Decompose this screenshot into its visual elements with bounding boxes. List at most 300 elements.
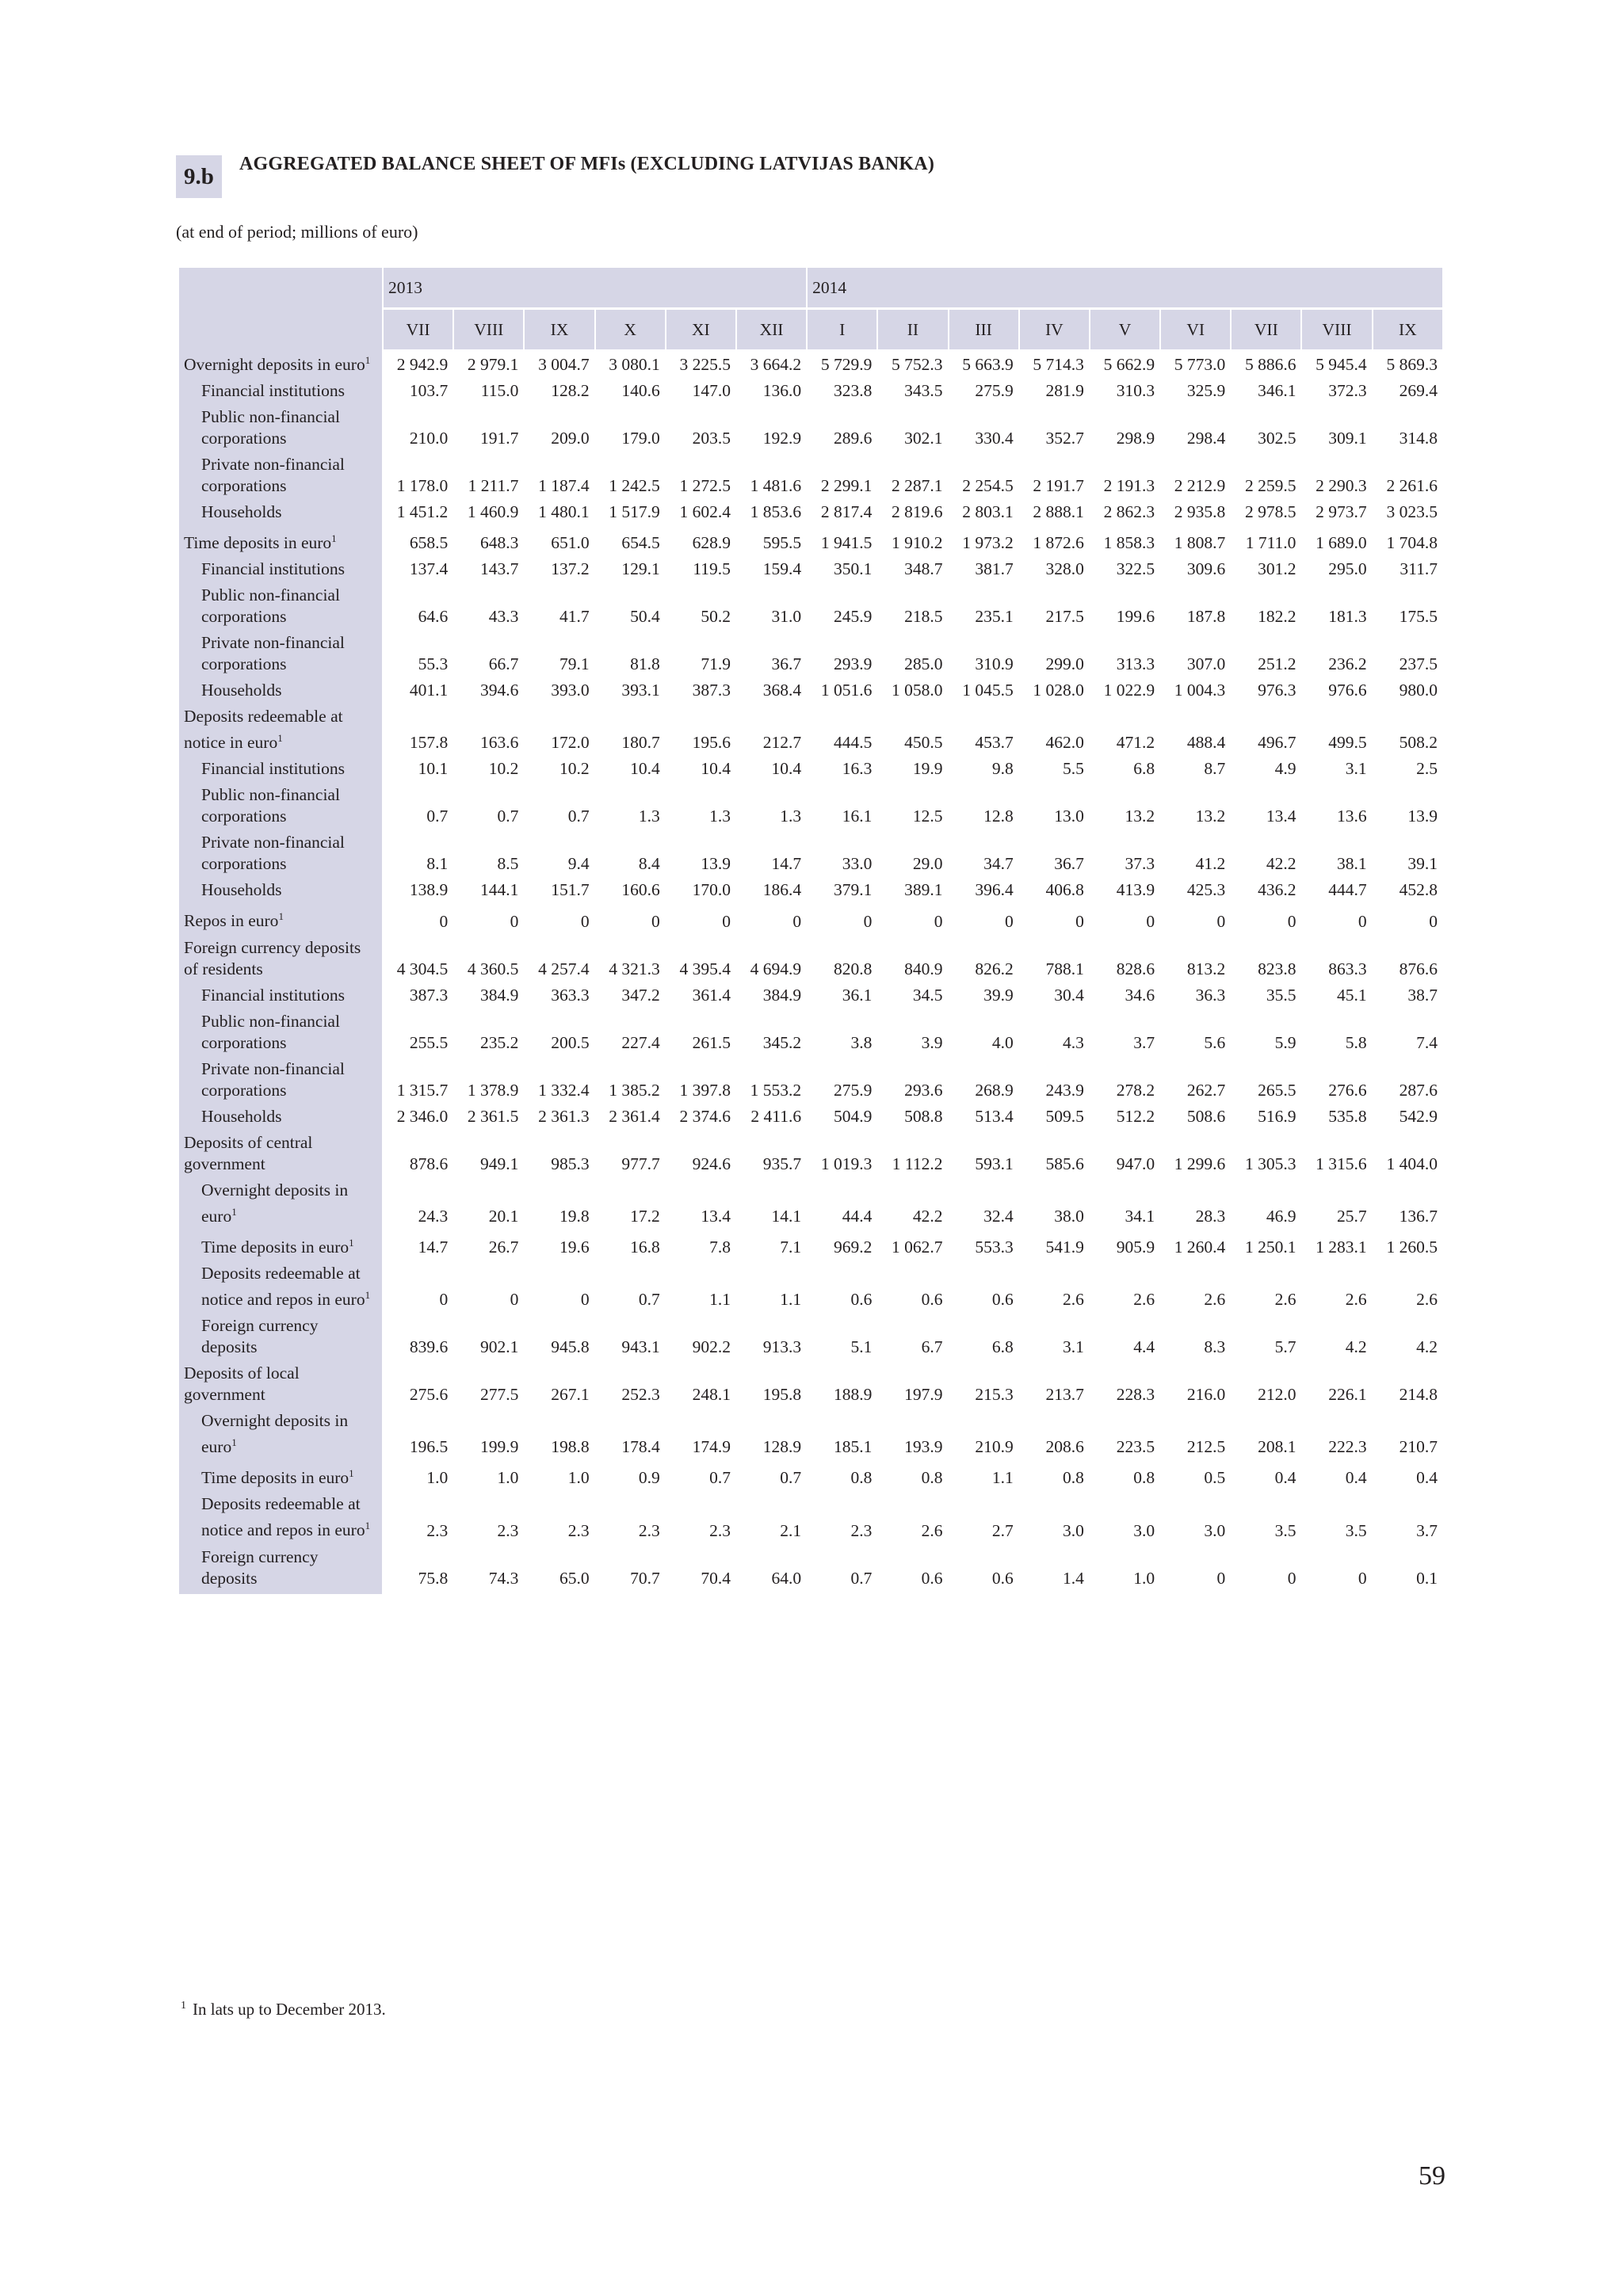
- value-cell: 55.3: [418, 654, 449, 674]
- footnote-ref: 1: [231, 1436, 237, 1449]
- value-cell: 508.8: [904, 1106, 943, 1126]
- value-cell: 4.2: [1345, 1337, 1367, 1357]
- value-cell: 41.2: [1195, 854, 1226, 874]
- value-cell: 542.9: [1399, 1106, 1438, 1126]
- value-cell: 237.5: [1399, 654, 1438, 674]
- value-cell: 0.8: [1133, 1468, 1155, 1488]
- row-label: Overnight deposits in euro: [201, 1411, 349, 1457]
- value-cell: 593.1: [975, 1154, 1014, 1173]
- value-cell: 2 191.3: [1103, 476, 1155, 496]
- month-header: IX: [525, 310, 594, 349]
- value-cell: 0.4: [1274, 1468, 1296, 1488]
- value-cell: 1.4: [1063, 1568, 1084, 1588]
- month-header: VI: [1161, 310, 1230, 349]
- month-header: V: [1090, 310, 1159, 349]
- value-cell: 188.9: [833, 1385, 873, 1405]
- footnote-ref: 1: [365, 1288, 371, 1301]
- value-cell: 200.5: [551, 1032, 590, 1052]
- table-row: [179, 585, 1442, 632]
- value-cell: 309.1: [1328, 429, 1367, 448]
- footnote-ref: 1: [277, 732, 283, 745]
- value-cell: 187.8: [1186, 607, 1226, 627]
- value-cell: 4 360.5: [467, 959, 519, 978]
- value-cell: 0.6: [991, 1290, 1014, 1310]
- value-cell: 293.9: [833, 654, 873, 674]
- month-header: II: [878, 310, 947, 349]
- value-cell: 0: [1287, 1568, 1296, 1588]
- month-header: IX: [1373, 310, 1442, 349]
- table-row: [179, 1463, 1442, 1493]
- row-label: Financial institutions: [201, 559, 345, 579]
- value-cell: 70.4: [701, 1568, 731, 1588]
- value-cell: 208.6: [1045, 1437, 1084, 1457]
- value-cell: 1 004.3: [1174, 681, 1226, 700]
- row-label: Private non-financial corporations: [201, 633, 345, 674]
- value-cell: 0: [651, 911, 660, 931]
- value-cell: 185.1: [833, 1437, 873, 1457]
- value-cell: 8.5: [497, 854, 519, 874]
- value-cell: 516.9: [1258, 1106, 1296, 1126]
- value-cell: 191.7: [480, 429, 519, 448]
- value-cell: 13.4: [701, 1206, 731, 1226]
- value-cell: 509.5: [1045, 1106, 1084, 1126]
- row-label-cell: [179, 1315, 382, 1363]
- row-label: Public non-financial corporations: [201, 585, 340, 627]
- value-cell: 26.7: [488, 1237, 519, 1257]
- value-cell: 199.9: [480, 1437, 519, 1457]
- value-cell: 628.9: [692, 533, 731, 553]
- row-label: Foreign currency deposits: [201, 1316, 319, 1357]
- value-cell: 1 305.3: [1244, 1154, 1296, 1173]
- value-cell: 4.4: [1133, 1337, 1155, 1357]
- value-cell: 179.0: [621, 429, 660, 448]
- value-cell: 2 942.9: [396, 355, 449, 375]
- value-cell: 1.1: [780, 1290, 802, 1310]
- value-cell: 34.5: [912, 985, 943, 1005]
- value-cell: 0: [934, 911, 943, 931]
- table-row: [179, 559, 1442, 585]
- value-cell: 0.6: [921, 1568, 943, 1588]
- value-cell: 969.2: [833, 1237, 873, 1257]
- value-cell: 913.3: [762, 1337, 802, 1357]
- table-header: [176, 154, 934, 198]
- value-cell: 199.6: [1116, 607, 1155, 627]
- value-cell: 140.6: [621, 381, 660, 401]
- row-label-cell: [179, 1011, 382, 1058]
- value-cell: 275.9: [975, 381, 1014, 401]
- value-cell: 328.0: [1045, 559, 1084, 579]
- value-cell: 1 260.5: [1386, 1237, 1438, 1257]
- value-cell: 1 315.6: [1316, 1154, 1367, 1173]
- value-cell: 1 028.0: [1033, 681, 1084, 700]
- value-cell: 1 553.2: [750, 1080, 802, 1100]
- value-cell: 1.0: [426, 1468, 449, 1488]
- row-label-cell: [179, 879, 382, 906]
- table-row: [179, 1011, 1442, 1058]
- value-cell: 30.4: [1054, 985, 1084, 1005]
- value-cell: 5 886.6: [1244, 355, 1296, 375]
- value-cell: 924.6: [692, 1154, 731, 1173]
- value-cell: 372.3: [1328, 381, 1367, 401]
- value-cell: 218.5: [904, 607, 943, 627]
- value-cell: 3.7: [1133, 1032, 1155, 1052]
- value-cell: 0.7: [780, 1468, 802, 1488]
- row-label: Repos in euro: [184, 911, 279, 931]
- row-label: Financial institutions: [201, 381, 345, 401]
- value-cell: 863.3: [1328, 959, 1367, 978]
- table-row: [179, 1180, 1442, 1232]
- value-cell: 0: [1216, 1568, 1226, 1588]
- value-cell: 1 250.1: [1244, 1237, 1296, 1257]
- value-cell: 13.6: [1337, 807, 1367, 826]
- value-cell: 425.3: [1186, 880, 1226, 900]
- value-cell: 75.8: [418, 1568, 449, 1588]
- row-label-cell: [179, 1493, 382, 1546]
- value-cell: 585.6: [1045, 1154, 1084, 1173]
- value-cell: 46.9: [1266, 1206, 1296, 1226]
- value-cell: 5.1: [850, 1337, 873, 1357]
- value-cell: 19.6: [559, 1237, 590, 1257]
- value-cell: 42.2: [1266, 854, 1296, 874]
- value-cell: 281.9: [1045, 381, 1084, 401]
- value-cell: 393.1: [621, 681, 660, 700]
- value-cell: 261.5: [692, 1032, 731, 1052]
- row-label-cell: [179, 406, 382, 454]
- value-cell: 13.2: [1125, 807, 1155, 826]
- value-cell: 2.6: [1274, 1290, 1296, 1310]
- value-cell: 0.4: [1416, 1468, 1438, 1488]
- value-cell: 268.9: [975, 1080, 1014, 1100]
- value-cell: 0: [510, 911, 519, 931]
- value-cell: 9.8: [991, 759, 1014, 779]
- value-cell: 0.7: [638, 1290, 660, 1310]
- value-cell: 0.7: [497, 807, 519, 826]
- value-cell: 103.7: [409, 381, 449, 401]
- table-row: [179, 1493, 1442, 1546]
- value-cell: 8.7: [1204, 759, 1226, 779]
- row-label: Households: [201, 880, 282, 900]
- value-cell: 210.9: [975, 1437, 1014, 1457]
- value-cell: 13.9: [701, 854, 731, 874]
- value-cell: 5 869.3: [1386, 355, 1438, 375]
- value-cell: 32.4: [983, 1206, 1014, 1226]
- table-row: [179, 1263, 1442, 1315]
- value-cell: 453.7: [975, 733, 1014, 753]
- value-cell: 2.6: [1133, 1290, 1155, 1310]
- value-cell: 2 978.5: [1244, 502, 1296, 522]
- value-cell: 34.7: [983, 854, 1014, 874]
- value-cell: 243.9: [1045, 1080, 1084, 1100]
- value-cell: 2 979.1: [467, 355, 519, 375]
- value-cell: 181.3: [1328, 607, 1367, 627]
- row-label-cell: [179, 937, 382, 985]
- value-cell: 36.7: [771, 654, 802, 674]
- row-label-cell: [179, 758, 382, 784]
- value-cell: 1 973.2: [962, 533, 1014, 553]
- value-cell: 223.5: [1116, 1437, 1155, 1457]
- value-cell: 50.2: [701, 607, 731, 627]
- value-cell: 0.6: [991, 1568, 1014, 1588]
- value-cell: 343.5: [904, 381, 943, 401]
- footnote-text: In lats up to December 2013.: [193, 2000, 386, 2019]
- table-row: [179, 937, 1442, 985]
- month-header: IV: [1020, 310, 1089, 349]
- value-cell: 170.0: [692, 880, 731, 900]
- row-label: Overnight deposits in euro: [184, 355, 365, 375]
- value-cell: 251.2: [1258, 654, 1296, 674]
- table-row: [179, 1132, 1442, 1180]
- value-cell: 0.7: [850, 1568, 873, 1588]
- footnote-ref: 1: [278, 910, 284, 923]
- row-label-cell: [179, 349, 382, 380]
- value-cell: 213.7: [1045, 1385, 1084, 1405]
- value-cell: 5 663.9: [962, 355, 1014, 375]
- value-cell: 214.8: [1399, 1385, 1438, 1405]
- row-label-cell: [179, 1232, 382, 1263]
- value-cell: 13.9: [1407, 807, 1438, 826]
- value-cell: 174.9: [692, 1437, 731, 1457]
- value-cell: 0.6: [850, 1290, 873, 1310]
- value-cell: 64.0: [771, 1568, 802, 1588]
- value-cell: 0.8: [921, 1468, 943, 1488]
- value-cell: 299.0: [1045, 654, 1084, 674]
- value-cell: 0: [510, 1290, 519, 1310]
- value-cell: 876.6: [1399, 959, 1438, 978]
- row-label-cell: [179, 1547, 382, 1594]
- value-cell: 227.4: [621, 1032, 660, 1052]
- value-cell: 1 602.4: [679, 502, 731, 522]
- value-cell: 325.9: [1186, 381, 1226, 401]
- row-label: Deposits of central government: [184, 1132, 313, 1173]
- row-label: Private non-financial corporations: [201, 833, 345, 874]
- value-cell: 1 211.7: [468, 476, 519, 496]
- value-cell: 1 711.0: [1245, 533, 1296, 553]
- value-cell: 228.3: [1116, 1385, 1155, 1405]
- value-cell: 197.9: [904, 1385, 943, 1405]
- value-cell: 24.3: [418, 1206, 449, 1226]
- value-cell: 33.0: [842, 854, 873, 874]
- value-cell: 119.5: [693, 559, 731, 579]
- value-cell: 1 517.9: [609, 502, 660, 522]
- value-cell: 2 411.6: [750, 1106, 802, 1126]
- value-cell: 1 872.6: [1033, 533, 1084, 553]
- value-cell: 5.6: [1204, 1032, 1226, 1052]
- value-cell: 348.7: [904, 559, 943, 579]
- value-cell: 2.3: [638, 1520, 660, 1540]
- row-label-cell: [179, 380, 382, 406]
- value-cell: 387.3: [692, 681, 731, 700]
- value-cell: 74.3: [488, 1568, 519, 1588]
- row-label-cell: [179, 528, 382, 559]
- value-cell: 444.7: [1328, 880, 1367, 900]
- value-cell: 310.3: [1116, 381, 1155, 401]
- value-cell: 235.1: [975, 607, 1014, 627]
- value-cell: 16.1: [842, 807, 873, 826]
- value-cell: 387.3: [409, 985, 449, 1005]
- value-cell: 1 451.2: [396, 502, 449, 522]
- value-cell: 935.7: [762, 1154, 802, 1173]
- table-row: [179, 632, 1442, 680]
- value-cell: 840.9: [904, 959, 943, 978]
- value-cell: 0: [1075, 911, 1084, 931]
- value-cell: 0: [1004, 911, 1014, 931]
- value-cell: 25.7: [1337, 1206, 1367, 1226]
- month-header: VIII: [454, 310, 523, 349]
- month-header: VIII: [1302, 310, 1371, 349]
- value-cell: 13.0: [1054, 807, 1084, 826]
- value-cell: 0.5: [1204, 1468, 1226, 1488]
- value-cell: 352.7: [1045, 429, 1084, 448]
- value-cell: 10.4: [701, 759, 731, 779]
- month-header: VII: [1232, 310, 1300, 349]
- value-cell: 0: [580, 911, 590, 931]
- value-cell: 1 242.5: [609, 476, 660, 496]
- value-cell: 2 819.6: [892, 502, 943, 522]
- value-cell: 1 058.0: [892, 681, 943, 700]
- value-cell: 512.2: [1116, 1106, 1155, 1126]
- value-cell: 2.6: [1345, 1290, 1367, 1310]
- table-row: [179, 380, 1442, 406]
- footnote-ref: 1: [365, 354, 371, 366]
- value-cell: 192.9: [762, 429, 802, 448]
- row-label-cell: [179, 1463, 382, 1493]
- value-cell: 0.8: [1063, 1468, 1084, 1488]
- value-cell: 1 178.0: [396, 476, 449, 496]
- value-cell: 943.1: [621, 1337, 660, 1357]
- value-cell: 976.6: [1328, 681, 1367, 700]
- value-cell: 157.8: [409, 733, 449, 753]
- value-cell: 826.2: [975, 959, 1014, 978]
- value-cell: 137.4: [409, 559, 449, 579]
- value-cell: 1 480.1: [538, 502, 590, 522]
- value-cell: 2 261.6: [1386, 476, 1438, 496]
- value-cell: 309.6: [1186, 559, 1226, 579]
- value-cell: 128.2: [551, 381, 590, 401]
- value-cell: 513.4: [975, 1106, 1014, 1126]
- table-subtitle: (at end of period; millions of euro): [176, 222, 418, 242]
- value-cell: 217.5: [1045, 607, 1084, 627]
- value-cell: 2 290.3: [1316, 476, 1367, 496]
- value-cell: 1 283.1: [1316, 1237, 1367, 1257]
- value-cell: 43.3: [488, 607, 519, 627]
- value-cell: 293.6: [904, 1080, 943, 1100]
- value-cell: 401.1: [409, 681, 449, 700]
- value-cell: 654.5: [621, 533, 660, 553]
- row-label-cell: [179, 1263, 382, 1315]
- value-cell: 6.7: [921, 1337, 943, 1357]
- value-cell: 499.5: [1328, 733, 1367, 753]
- value-cell: 70.7: [630, 1568, 660, 1588]
- value-cell: 137.2: [551, 559, 590, 579]
- value-cell: 471.2: [1116, 733, 1155, 753]
- value-cell: 313.3: [1116, 654, 1155, 674]
- value-cell: 2 361.3: [538, 1106, 590, 1126]
- value-cell: 212.5: [1186, 1437, 1226, 1457]
- value-cell: 2.7: [991, 1520, 1014, 1540]
- value-cell: 0.6: [921, 1290, 943, 1310]
- value-cell: 0: [1358, 911, 1367, 931]
- value-cell: 10.1: [418, 759, 449, 779]
- row-label: Public non-financial corporations: [201, 407, 340, 448]
- value-cell: 0: [439, 1290, 449, 1310]
- value-cell: 10.2: [488, 759, 519, 779]
- value-cell: 31.0: [771, 607, 802, 627]
- value-cell: 172.0: [551, 733, 590, 753]
- value-cell: 5.5: [1063, 759, 1084, 779]
- value-cell: 905.9: [1116, 1237, 1155, 1257]
- value-cell: 255.5: [409, 1032, 449, 1052]
- value-cell: 193.9: [904, 1437, 943, 1457]
- value-cell: 295.0: [1328, 559, 1367, 579]
- value-cell: 298.4: [1186, 429, 1226, 448]
- value-cell: 0: [439, 911, 449, 931]
- value-cell: 508.2: [1399, 733, 1438, 753]
- value-cell: 2 862.3: [1103, 502, 1155, 522]
- value-cell: 44.4: [842, 1206, 873, 1226]
- row-label: Deposits of local government: [184, 1363, 300, 1405]
- value-cell: 8.4: [638, 854, 660, 874]
- value-cell: 2 287.1: [892, 476, 943, 496]
- value-cell: 347.2: [621, 985, 660, 1005]
- header-corner-cell: [179, 268, 382, 349]
- row-label-cell: [179, 784, 382, 832]
- value-cell: 42.2: [912, 1206, 943, 1226]
- value-cell: 902.1: [480, 1337, 519, 1357]
- value-cell: 0: [722, 911, 731, 931]
- value-cell: 36.1: [842, 985, 873, 1005]
- value-cell: 1 853.6: [750, 502, 802, 522]
- value-cell: 6.8: [991, 1337, 1014, 1357]
- value-cell: 147.0: [692, 381, 731, 401]
- value-cell: 2.3: [426, 1520, 449, 1540]
- value-cell: 839.6: [409, 1337, 449, 1357]
- value-cell: 0: [1216, 911, 1226, 931]
- value-cell: 363.3: [551, 985, 590, 1005]
- value-cell: 50.4: [630, 607, 660, 627]
- value-cell: 977.7: [621, 1154, 660, 1173]
- row-label-cell: [179, 502, 382, 528]
- value-cell: 436.2: [1258, 880, 1296, 900]
- row-label-cell: [179, 706, 382, 758]
- value-cell: 81.8: [630, 654, 660, 674]
- row-label-cell: [179, 454, 382, 502]
- value-cell: 210.7: [1399, 1437, 1438, 1457]
- value-cell: 13.2: [1195, 807, 1226, 826]
- value-cell: 10.4: [771, 759, 802, 779]
- value-cell: 2 361.5: [467, 1106, 519, 1126]
- value-cell: 346.1: [1258, 381, 1296, 401]
- value-cell: 115.0: [480, 381, 519, 401]
- value-cell: 1 062.7: [892, 1237, 943, 1257]
- value-cell: 29.0: [912, 854, 943, 874]
- value-cell: 298.9: [1116, 429, 1155, 448]
- value-cell: 2.6: [1063, 1290, 1084, 1310]
- value-cell: 949.1: [480, 1154, 519, 1173]
- value-cell: 10.4: [630, 759, 660, 779]
- value-cell: 3 004.7: [538, 355, 590, 375]
- row-label: Public non-financial corporations: [201, 1011, 340, 1052]
- value-cell: 1 704.8: [1386, 533, 1438, 553]
- table-row: [179, 758, 1442, 784]
- row-label: Time deposits in euro: [184, 533, 332, 553]
- value-cell: 245.9: [833, 607, 873, 627]
- value-cell: 314.8: [1399, 429, 1438, 448]
- value-cell: 235.2: [480, 1032, 519, 1052]
- value-cell: 277.5: [480, 1385, 519, 1405]
- value-cell: 4.2: [1416, 1337, 1438, 1357]
- value-cell: 1 404.0: [1386, 1154, 1438, 1173]
- value-cell: 3 080.1: [609, 355, 660, 375]
